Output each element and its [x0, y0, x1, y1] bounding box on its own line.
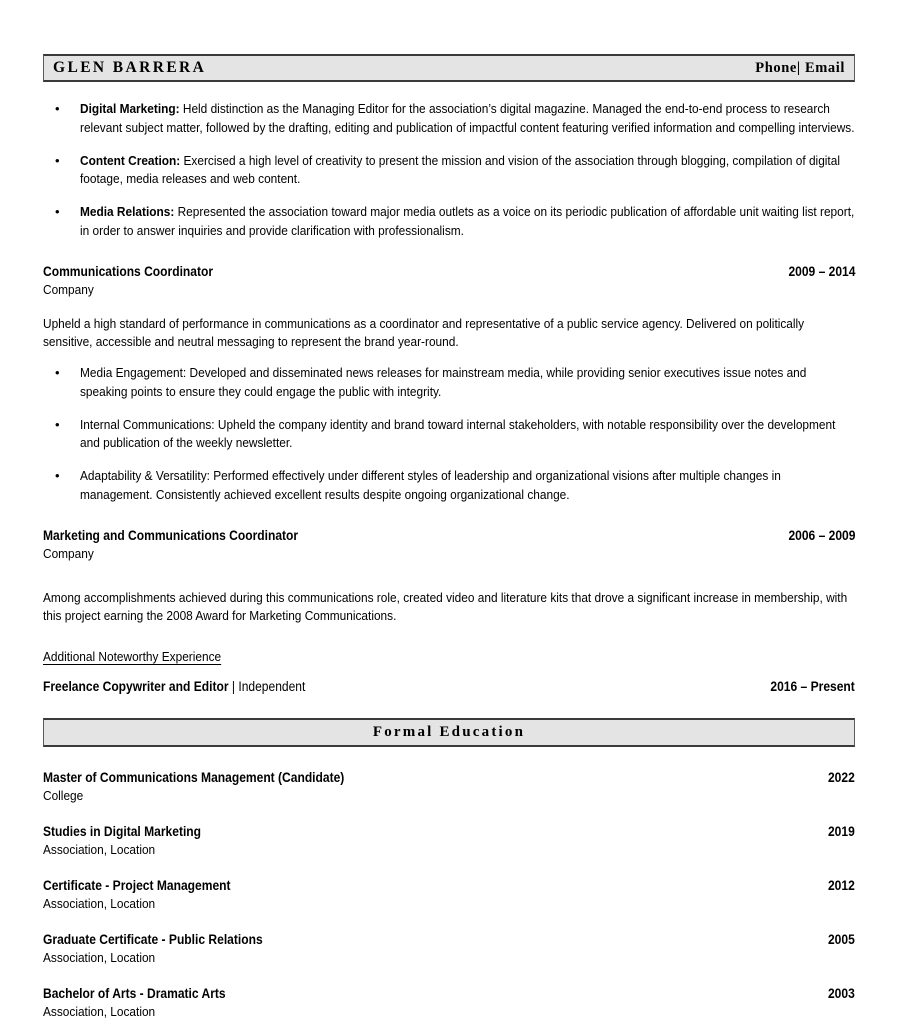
additional-experience-row: [43, 678, 855, 696]
job-entry-communications-coordinator: [43, 263, 855, 299]
education-title-row: [43, 769, 855, 787]
bullet-icon: •: [55, 468, 60, 484]
education-title-row: [43, 931, 855, 949]
education-entry: [43, 769, 855, 805]
additional-experience-title-bold: Freelance Copywriter and Editor: [43, 678, 229, 694]
contact-info: Phone| Email: [755, 59, 845, 76]
education-year: 2019: [828, 823, 855, 839]
job-date-range: 2009 – 2014: [787, 263, 855, 279]
education-title: Master of Communications Management (Candidate): [43, 769, 345, 785]
job-company: Company: [43, 281, 94, 297]
bullet-lead: Media Relations:: [80, 204, 175, 220]
resume-content: [43, 54, 855, 1021]
job-summary: Among accomplishments achieved during this communications role, created video and literature kits that drove a significant increase in membership, with this project earning the 2008 Award for Marketing Communications.: [43, 589, 848, 624]
bullet-body-text: Held distinction as the Managing Editor for the association’s digital magazine. Managed the end-to-end process to research relevant subject matter, followed by the drafting, editing and publication of impactful content featuring verified information and compelling interviews.: [80, 101, 855, 135]
education-entry: [43, 985, 855, 1021]
bullet-body-text: Represented the association toward major media outlets as a voice on its periodic publication of affordable unit waiting list report, in order to answer inquiries and provide clarification with professionalism.: [80, 204, 855, 238]
bullet-icon: •: [55, 364, 60, 380]
list-item: [43, 100, 855, 138]
additional-experience-date: 2016 – Present: [770, 678, 855, 694]
education-institution: College: [43, 787, 84, 803]
education-title-row: [43, 823, 855, 841]
education-title: Graduate Certificate - Public Relations: [43, 931, 263, 947]
bullet-icon: •: [55, 204, 60, 220]
list-item: [43, 203, 855, 241]
job-date-range: 2006 – 2009: [787, 527, 855, 543]
bullet-lead: Media Engagement:: [80, 364, 187, 380]
education-entry: [43, 823, 855, 859]
candidate-name: GLEN BARRERA: [53, 59, 207, 76]
bullet-body-text: Developed and disseminated news releases for mainstream media, while providing senior executives issue notes and speaking points to ensure they could engage the public with integrity.: [80, 364, 807, 399]
section-header-formal-education: [43, 718, 855, 747]
education-institution: Association, Location: [43, 949, 156, 965]
resume-header-bar: [43, 54, 855, 82]
additional-experience-title: [43, 678, 305, 696]
bullet-lead: Internal Communications:: [80, 416, 215, 432]
bullet-lead: Adaptability & Versatility:: [80, 468, 210, 484]
education-year: 2005: [828, 931, 855, 947]
education-title: Certificate - Project Management: [43, 877, 231, 893]
job-title-row: [43, 263, 855, 281]
education-institution: Association, Location: [43, 895, 156, 911]
education-year: 2003: [828, 985, 855, 1001]
list-item: [43, 152, 855, 190]
bullet-text: [80, 100, 856, 138]
education-title: Studies in Digital Marketing: [43, 823, 202, 839]
job-title: Communications Coordinator: [43, 263, 214, 279]
bullet-icon: •: [55, 152, 60, 168]
list-item: [43, 364, 855, 402]
bullet-lead: Digital Marketing:: [80, 101, 180, 116]
job-summary: Upheld a high standard of performance in communications as a coordinator and representative of a public service agency. Delivered on politically sensitive, accessible and neutral messaging to represent the brand year-round.: [43, 315, 805, 350]
education-institution: Association, Location: [43, 1003, 156, 1019]
bullet-text: [80, 364, 856, 402]
job-bullet-list: [43, 364, 855, 505]
job-title: Marketing and Communications Coordinator: [43, 527, 299, 543]
top-experience-bullet-list: [43, 100, 855, 241]
job-entry-marketing-communications-coordinator: [43, 527, 855, 563]
additional-experience-section: [43, 648, 855, 696]
bullet-body-text: Upheld the company identity and brand toward internal stakeholders, with notable responsibility over the development and publication of the weekly newsletter.: [80, 416, 836, 451]
bullet-lead: Content Creation:: [80, 152, 181, 168]
education-year: 2012: [828, 877, 855, 893]
job-title-row: [43, 527, 855, 545]
bullet-body-text: Performed effectively under different styles of leadership and organizational visions after multiple changes in management. Consistently achieved excellent results despite ongoing organizational change.: [80, 468, 781, 502]
bullet-text: [80, 467, 856, 505]
job-company: Company: [43, 545, 94, 561]
education-entry: [43, 877, 855, 913]
education-institution: Association, Location: [43, 841, 156, 857]
bullet-text: [80, 416, 856, 454]
education-year: 2022: [828, 769, 855, 785]
list-item: [43, 416, 855, 454]
education-title-row: [43, 985, 855, 1003]
list-item: [43, 467, 855, 505]
education-title: Bachelor of Arts - Dramatic Arts: [43, 985, 226, 1001]
bullet-text: [80, 152, 856, 190]
bullet-icon: •: [55, 416, 60, 432]
additional-experience-title-regular: | Independent: [228, 678, 306, 694]
bullet-body-text: Exercised a high level of creativity to present the mission and vision of the association through blogging, compilation of digital footage, media releases and web content.: [80, 152, 840, 187]
bullet-text: [80, 203, 856, 241]
education-entry: [43, 931, 855, 967]
bullet-icon: •: [55, 101, 60, 116]
additional-experience-heading: Additional Noteworthy Experience: [43, 648, 222, 664]
education-title-row: [43, 877, 855, 895]
section-title: Formal Education: [372, 723, 526, 740]
